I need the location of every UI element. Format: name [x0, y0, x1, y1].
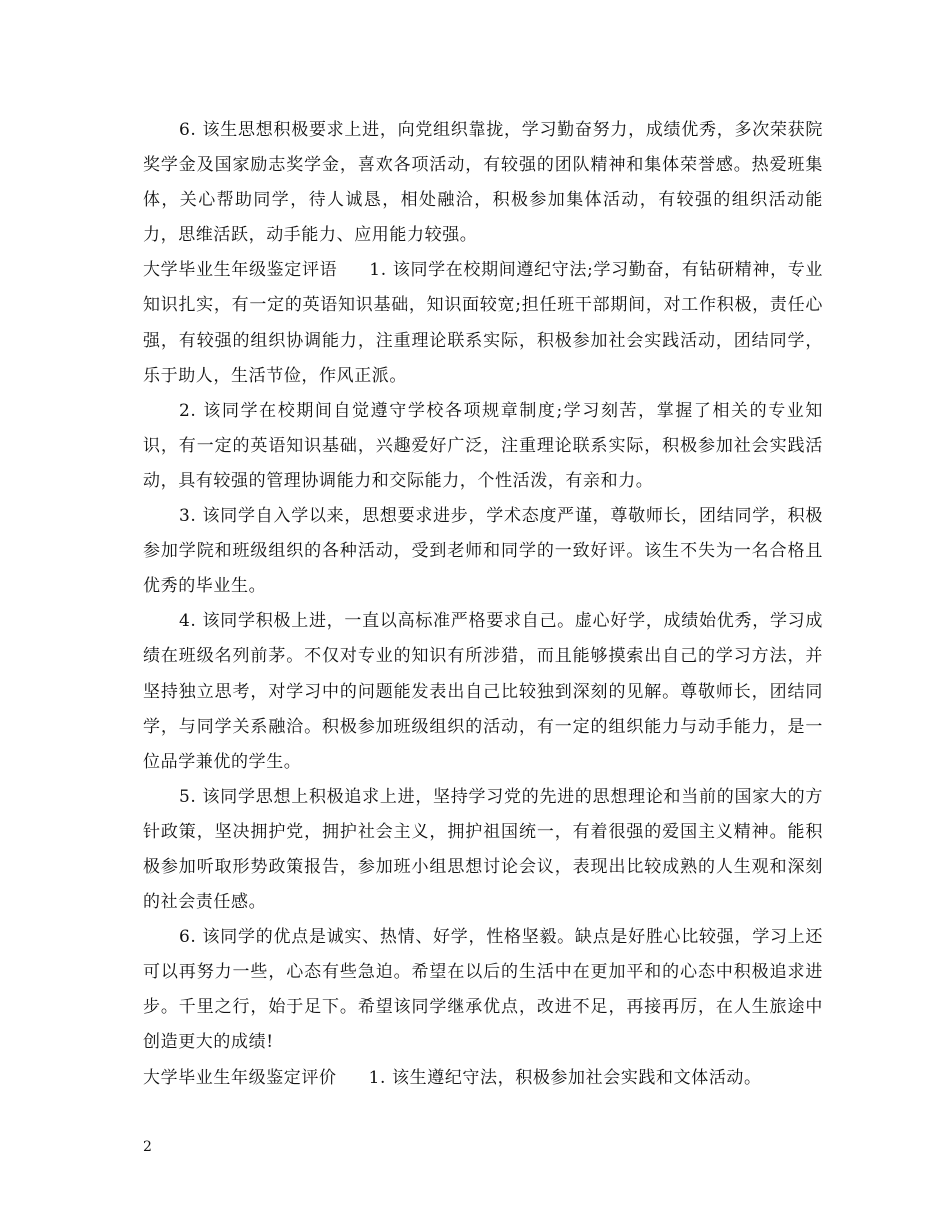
paragraph-text: 5. 该同学思想上积极追求上进，坚持学习党的先进的思想理论和当前的国家大的方针政策，坚决拥护党，拥护社会主义，拥护祖国统一，有着很强的爱国主义精神。能积极参加听取形势政策报告，参加班小组思想讨论会议，表现出比较成熟的人生观和深刻的社会责任感。 — [143, 786, 823, 913]
paragraph-text: 3. 该同学自入学以来，思想要求进步，学术态度严谨，尊敬师长，团结同学，积极参加学院和班级组织的各种活动，受到老师和同学的一致好评。该生不失为一名合格且优秀的毕业生。 — [143, 506, 823, 597]
paragraph-text: 2. 该同学在校期间自觉遵守学校各项规章制度;学习刻苦，掌握了相关的专业知识，有一定的英语知识基础，兴趣爱好广泛，注重理论联系实际，积极参加社会实践活动，具有较强的管理协调能力和交际能力，个性活泼，有亲和力。 — [143, 400, 823, 491]
paragraph-4 — [143, 499, 823, 604]
paragraph-8 — [143, 1061, 823, 1096]
paragraph-text: 4. 该同学积极上进，一直以高标准严格要求自己。虚心好学，成绩始优秀，学习成绩在班级名列前茅。不仅对专业的知识有所涉猎，而且能够摸索出自己的学习方法，并坚持独立思考，对学习中的问题能发表出自己比较独到深刻的见解。尊敬师长，团结同学，与同学关系融洽。积极参加班级组织的活动，有一定的组织能力与动手能力，是一位品学兼优的学生。 — [143, 611, 823, 772]
paragraph-text: 6. 该生思想积极要求上进，向党组织靠拢，学习勤奋努力，成绩优秀，多次荣获院奖学金及国家励志奖学金，喜欢各项活动，有较强的团队精神和集体荣誉感。热爱班集体，关心帮助同学，待人诚恳，相处融洽，积极参加集体活动，有较强的组织活动能力，思维活跃，动手能力、应用能力较强。 — [143, 120, 823, 246]
paragraph-text: 1. 该生遵纪守法，积极参加社会实践和文体活动。 — [368, 1067, 762, 1088]
paragraph-text: 1. 该同学在校期间遵纪守法;学习勤奋，有钻研精神，专业知识扎实，有一定的英语知识基础，知识面较宽;担任班干部期间，对工作积极，责任心强，有较强的组织协调能力，注重理论联系实际，积极参加社会实践活动，团结同学，乐于助人，生活节俭，作风正派。 — [143, 260, 823, 386]
paragraph-6 — [143, 780, 823, 920]
paragraph-7 — [143, 920, 823, 1060]
paragraph-1 — [143, 113, 823, 253]
document-body — [143, 113, 823, 1096]
paragraph-3 — [143, 394, 823, 499]
paragraph-text: 6. 该同学的优点是诚实、热情、好学，性格坚毅。缺点是好胜心比较强，学习上还可以再努力一些，心态有些急迫。希望在以后的生活中在更加平和的心态中积极追求进步。千里之行，始于足下。希望该同学继承优点，改进不足，再接再厉，在人生旅途中创造更大的成绩! — [143, 927, 823, 1053]
section-heading-pingyu: 大学毕业生年级鉴定评语 — [143, 260, 338, 281]
page-number: 2 — [143, 1139, 152, 1155]
paragraph-2 — [143, 253, 823, 393]
paragraph-5 — [143, 604, 823, 779]
section-heading-pingjia: 大学毕业生年级鉴定评价 — [143, 1067, 337, 1088]
